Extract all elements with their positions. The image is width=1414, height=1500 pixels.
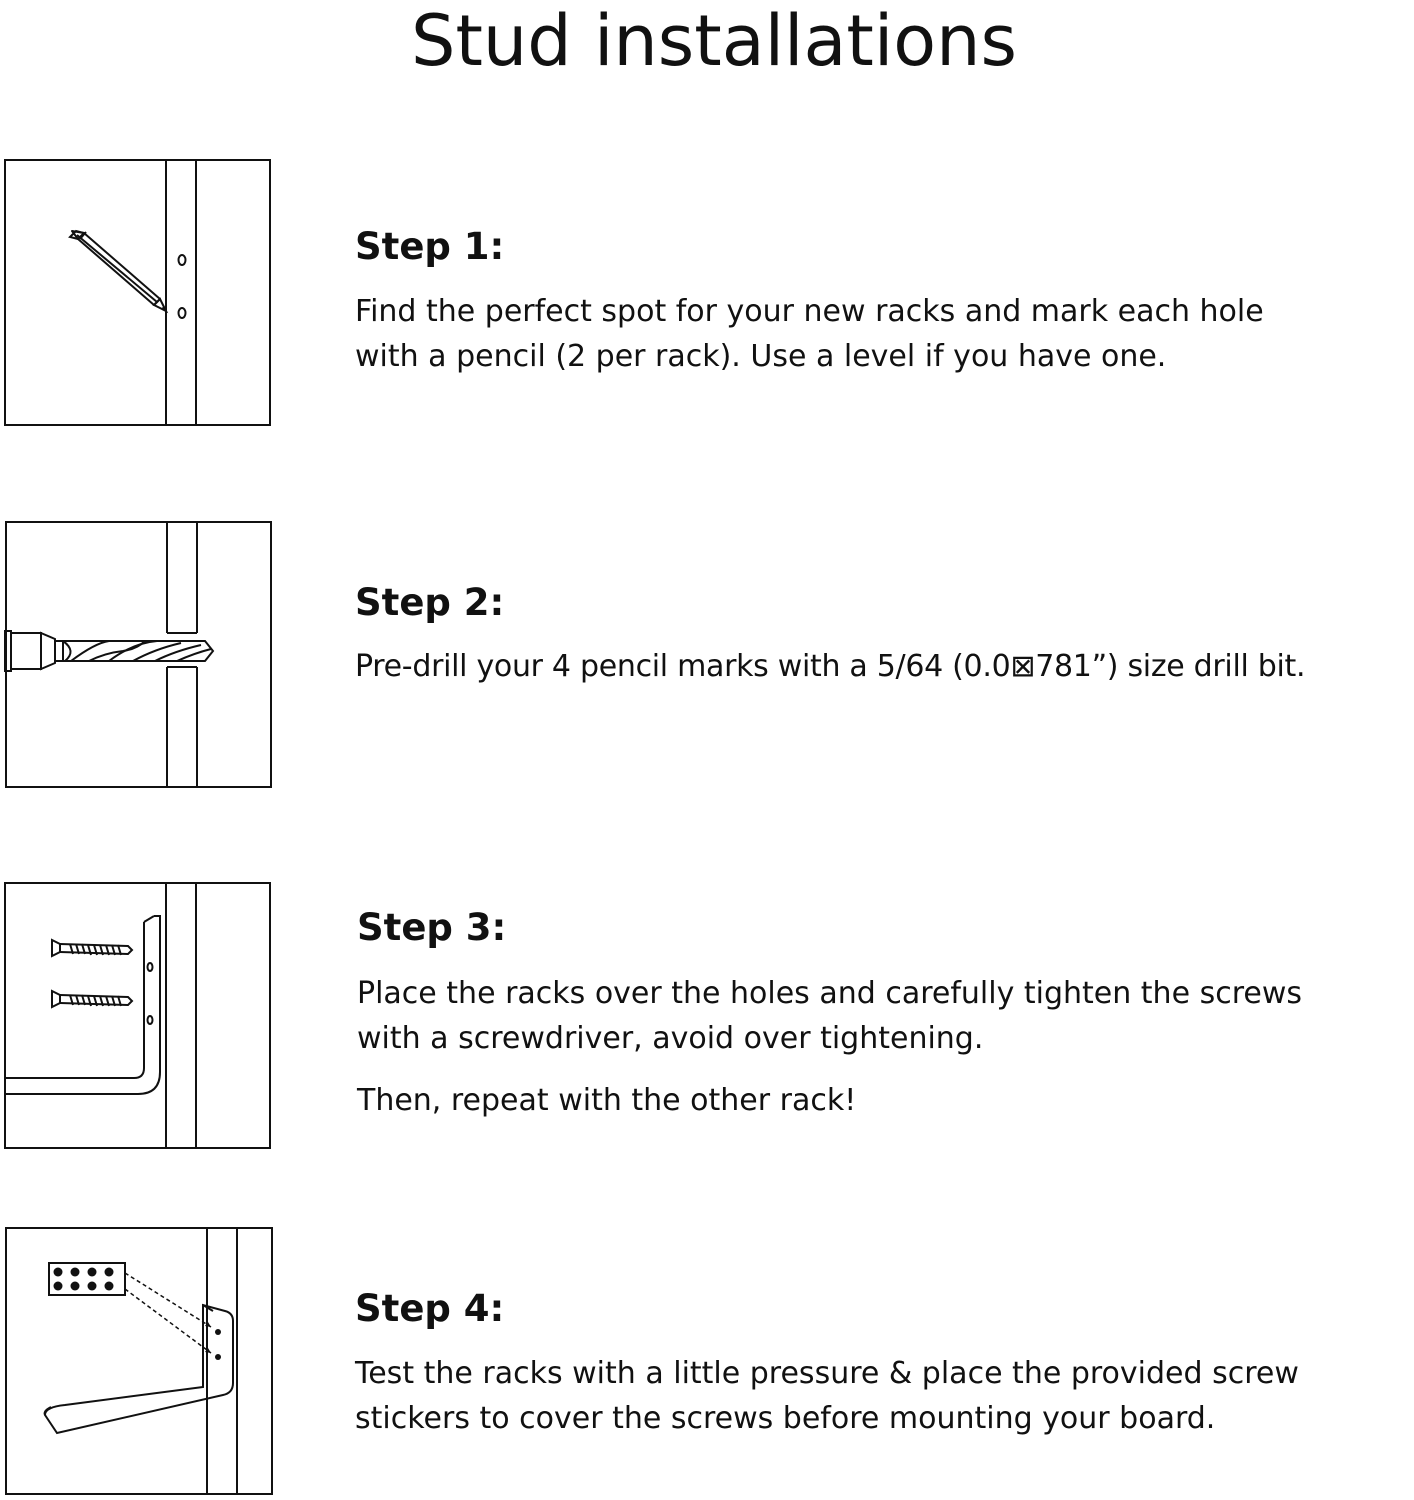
step-2-line-1: Pre-drill your 4 pencil marks with a 5/64 (0.0⊠781”) size drill bit. (355, 649, 1306, 684)
step-4-illustration (5, 1227, 273, 1495)
step-4-line-1: Test the racks with a little pressure & place the provided screw (355, 1356, 1299, 1391)
step-1-illustration (4, 159, 271, 426)
step-1-line-1: Find the perfect spot for your new racks and mark each hole (355, 294, 1264, 329)
step-3-line-2: with a screwdriver, avoid over tightening. (357, 1021, 984, 1056)
step-1-heading: Step 1: (355, 225, 505, 268)
step-3-extra-line: Then, repeat with the other rack! (357, 1083, 857, 1118)
step-3-heading: Step 3: (357, 906, 507, 949)
step-3-illustration (4, 882, 271, 1149)
screw-rack-icon (4, 882, 270, 1148)
pencil-marking-icon (4, 159, 270, 425)
step-3-line-1: Place the racks over the holes and carefully tighten the screws (357, 976, 1302, 1011)
page-title: Stud installations (411, 0, 1017, 82)
drill-bit-icon (5, 521, 271, 787)
screw-sticker-icon (5, 1227, 271, 1493)
step-1-line-2: with a pencil (2 per rack). Use a level if you have one. (355, 339, 1167, 374)
step-4-line-2: stickers to cover the screws before mounting your board. (355, 1401, 1216, 1436)
step-2-heading: Step 2: (355, 581, 505, 624)
step-2-illustration (5, 521, 272, 788)
step-4-heading: Step 4: (355, 1287, 505, 1330)
